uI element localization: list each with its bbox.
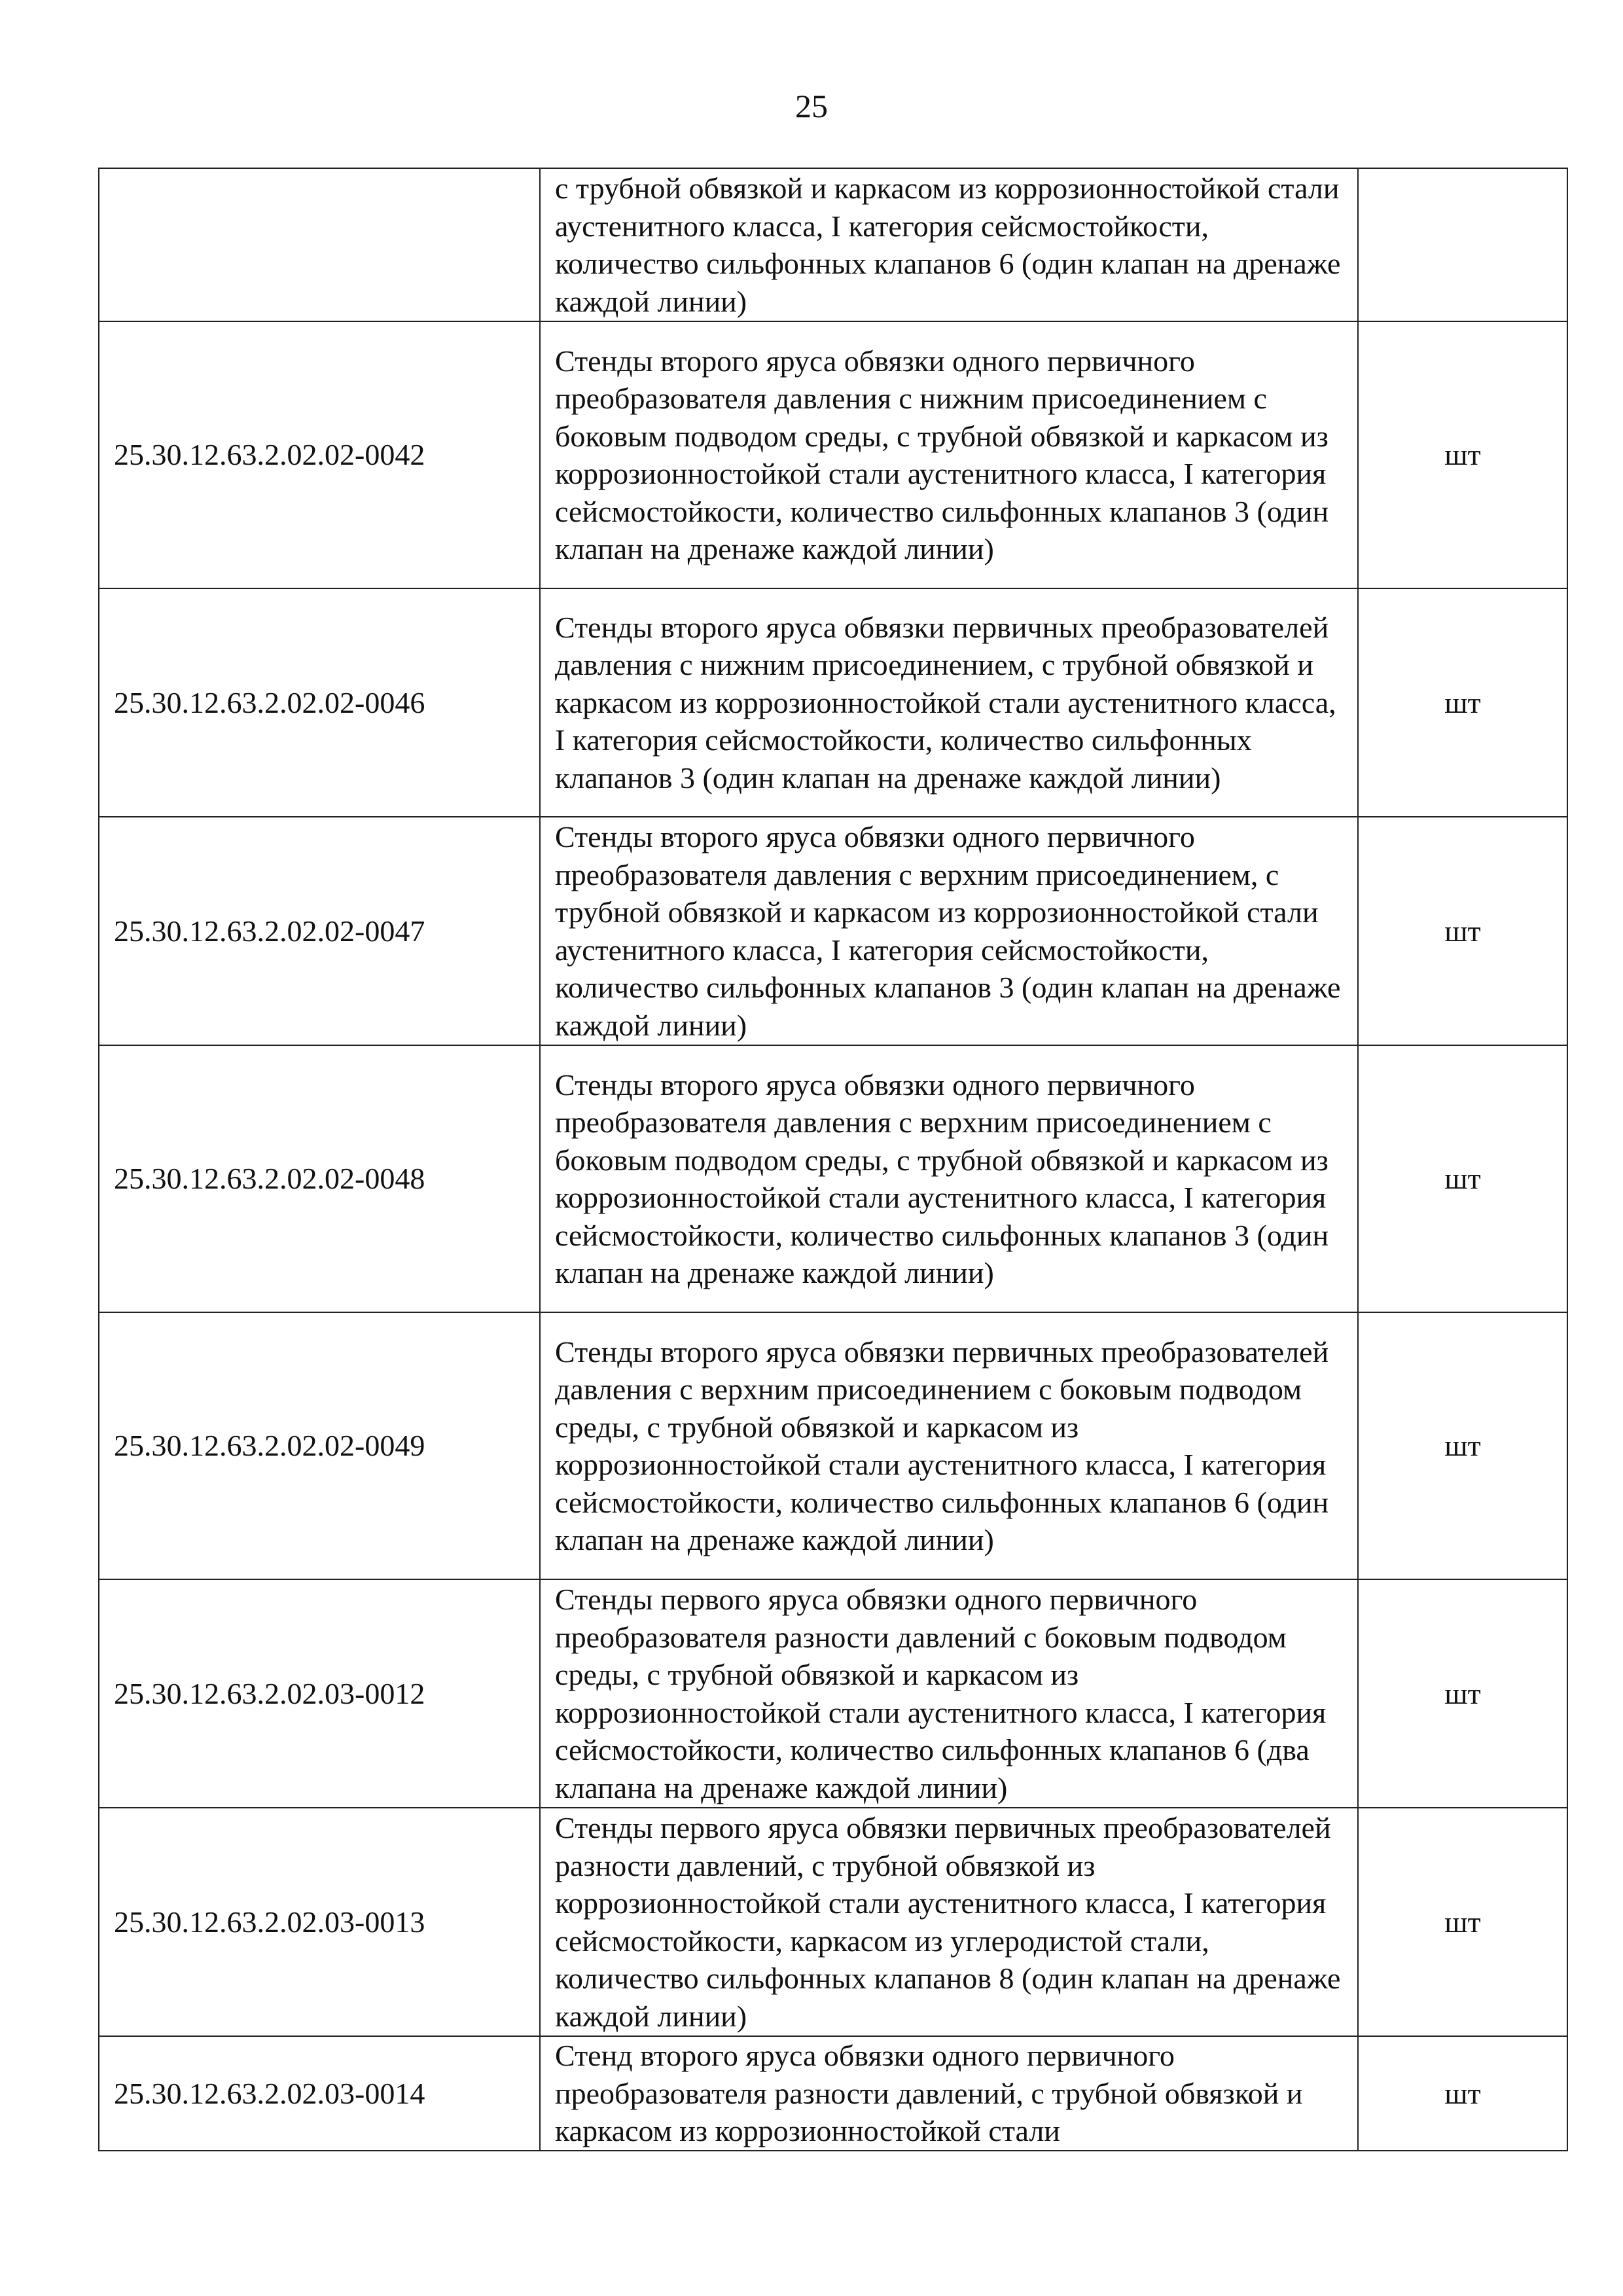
description-cell: с трубной обвязкой и каркасом из коррозионностойкой стали аустенитного класса, I категория сейсмостойкости, количество сильфонных клапанов 6 (один клапан на дренаже каждой линии) (540, 168, 1358, 321)
table-row (99, 1045, 1567, 1312)
code-cell (99, 168, 540, 321)
unit-cell: шт (1358, 1312, 1567, 1579)
specification-table (98, 168, 1568, 2151)
unit-cell: шт (1358, 588, 1567, 817)
code-cell: 25.30.12.63.2.02.03-0013 (99, 1808, 540, 2036)
unit-cell: шт (1358, 817, 1567, 1045)
table-row (99, 2036, 1567, 2151)
code-cell: 25.30.12.63.2.02.03-0012 (99, 1579, 540, 1808)
code-cell: 25.30.12.63.2.02.02-0048 (99, 1045, 540, 1312)
code-cell: 25.30.12.63.2.02.02-0046 (99, 588, 540, 817)
table-row (99, 168, 1567, 321)
description-cell: Стенды первого яруса обвязки одного первичного преобразователя разности давлений с боковым подводом среды, с трубной обвязкой и каркасом из коррозионностойкой стали аустенитного класса, I категория сейсмостойкости, количество сильфонных клапанов 6 (два клапана на дренаже каждой линии) (540, 1579, 1358, 1808)
page-number: 25 (795, 88, 828, 124)
code-cell: 25.30.12.63.2.02.02-0047 (99, 817, 540, 1045)
description-cell: Стенды второго яруса обвязки первичных преобразователей давления с нижним присоединением, с трубной обвязкой и каркасом из коррозионностойкой стали аустенитного класса, I категория сейсмостойкости, количество сильфонных клапанов 3 (один клапан на дренаже каждой линии) (540, 588, 1358, 817)
description-cell: Стенды второго яруса обвязки одного первичного преобразователя давления с нижним присоединением с боковым подводом среды, с трубной обвязкой и каркасом из коррозионностойкой стали аустенитного класса, I категория сейсмостойкости, количество сильфонных клапанов 3 (один клапан на дренаже каждой линии) (540, 321, 1358, 588)
code-cell: 25.30.12.63.2.02.02-0042 (99, 321, 540, 588)
unit-cell: шт (1358, 1045, 1567, 1312)
table-row (99, 1808, 1567, 2036)
table-row (99, 817, 1567, 1045)
description-cell: Стенды второго яруса обвязки одного первичного преобразователя давления с верхним присоединением, с трубной обвязкой и каркасом из коррозионностойкой стали аустенитного класса, I категория сейсмостойкости, количество сильфонных клапанов 3 (один клапан на дренаже каждой линии) (540, 817, 1358, 1045)
table-row (99, 1312, 1567, 1579)
unit-cell: шт (1358, 321, 1567, 588)
description-cell: Стенд второго яруса обвязки одного первичного преобразователя разности давлений, с трубной обвязкой и каркасом из коррозионностойкой стали (540, 2036, 1358, 2151)
unit-cell: шт (1358, 1808, 1567, 2036)
description-cell: Стенды первого яруса обвязки первичных преобразователей разности давлений, с трубной обвязкой из коррозионностойкой стали аустенитного класса, I категория сейсмостойкости, каркасом из углеродистой стали, количество сильфонных клапанов 8 (один клапан на дренаже каждой линии) (540, 1808, 1358, 2036)
table-row (99, 1579, 1567, 1808)
code-cell: 25.30.12.63.2.02.03-0014 (99, 2036, 540, 2151)
unit-cell (1358, 168, 1567, 321)
table-row (99, 321, 1567, 588)
description-cell: Стенды второго яруса обвязки одного первичного преобразователя давления с верхним присоединением с боковым подводом среды, с трубной обвязкой и каркасом из коррозионностойкой стали аустенитного класса, I категория сейсмостойкости, количество сильфонных клапанов 3 (один клапан на дренаже каждой линии) (540, 1045, 1358, 1312)
description-cell: Стенды второго яруса обвязки первичных преобразователей давления с верхним присоединением с боковым подводом среды, с трубной обвязкой и каркасом из коррозионностойкой стали аустенитного класса, I категория сейсмостойкости, количество сильфонных клапанов 6 (один клапан на дренаже каждой линии) (540, 1312, 1358, 1579)
code-cell: 25.30.12.63.2.02.02-0049 (99, 1312, 540, 1579)
unit-cell: шт (1358, 1579, 1567, 1808)
table-row (99, 588, 1567, 817)
unit-cell: шт (1358, 2036, 1567, 2151)
